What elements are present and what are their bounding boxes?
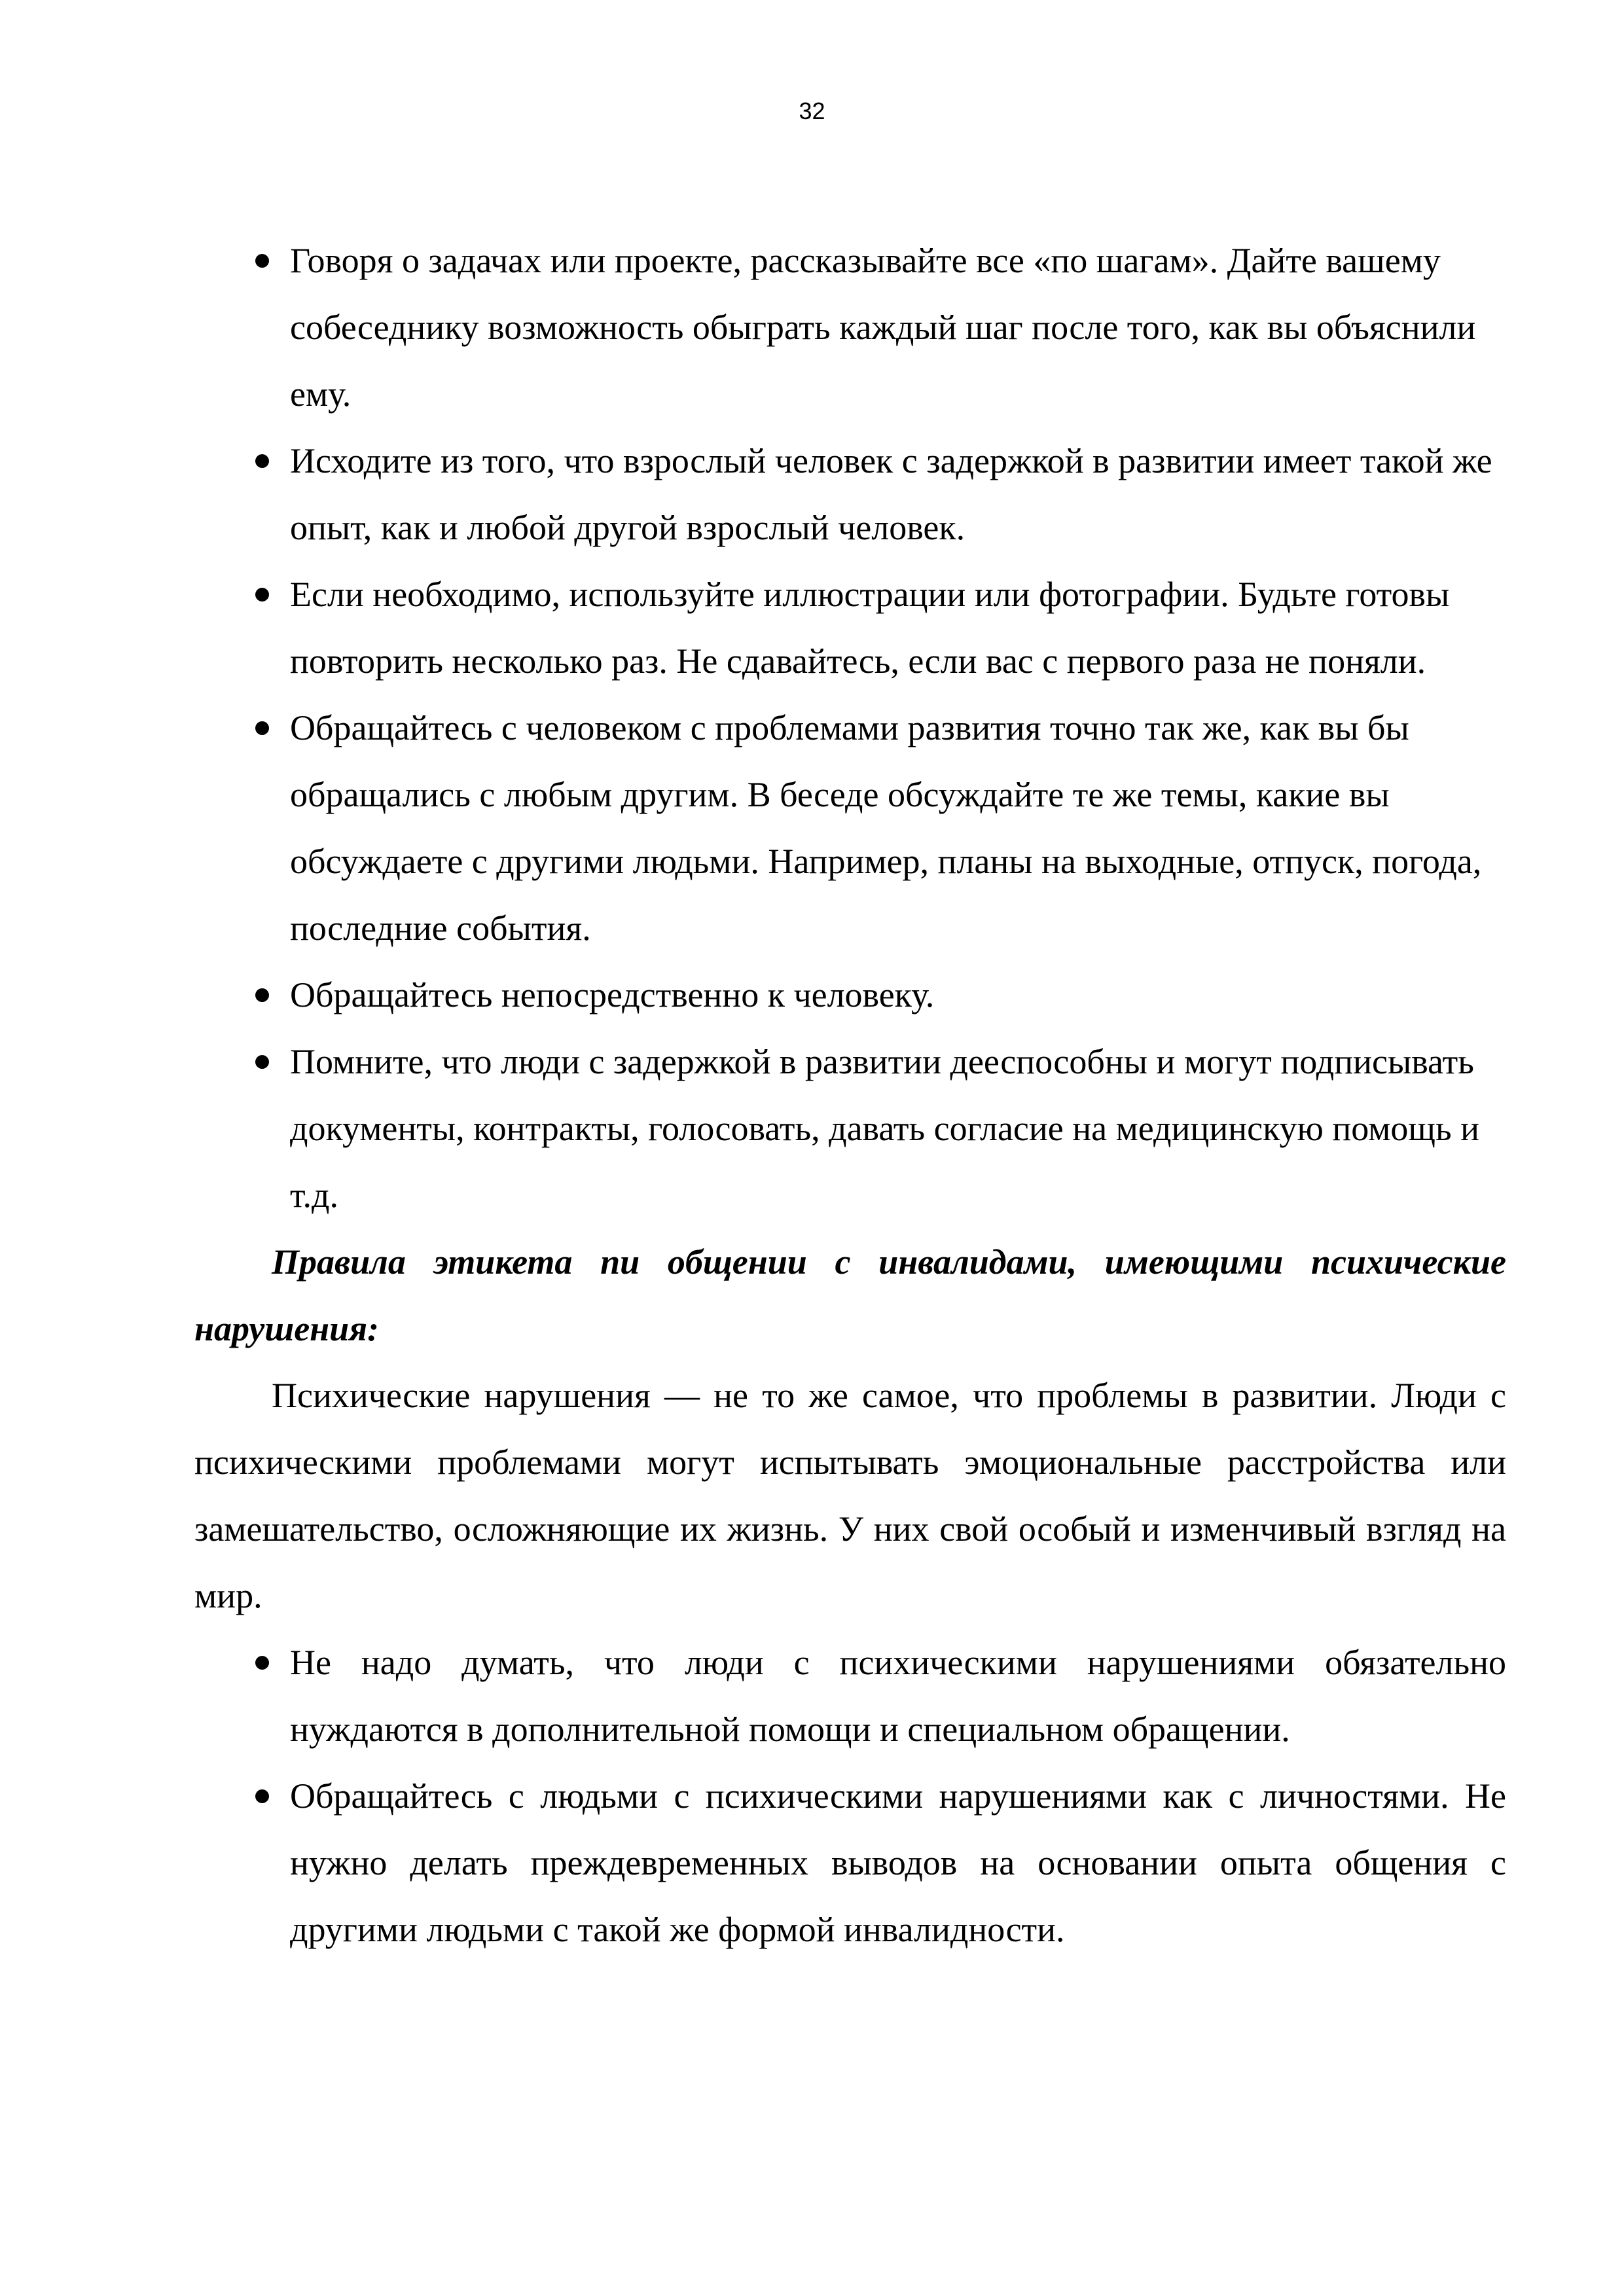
bullet-icon [255,588,269,601]
list-item-text: Помните, что люди с задержкой в развитии дееспособны и могут подписывать документы, контракты, голосовать, давать согласие на медицинскую помощь и т.д. [290,1042,1480,1215]
list-item [194,427,1506,561]
list-item [194,227,1506,427]
list-item-text: Не надо думать, что люди с психическими нарушениями обязательно нуждаются в дополнительной помощи и специальном обращении. [290,1643,1506,1749]
page-number: 32 [799,98,825,124]
bullet-icon [255,721,269,735]
list-item [194,561,1506,694]
list-item [194,1028,1506,1229]
section-paragraph: Психические нарушения — не то же самое, что проблемы в развитии. Люди с психическими проблемами могут испытывать эмоциональные расстройства или замешательство, осложняющие их жизнь. У них свой особый и изменчивый взгляд на мир. [194,1376,1506,1615]
list-item [194,694,1506,961]
list-item-text: Обращайтесь с людьми с психическими нарушениями как с личностями. Не нужно делать преждевременных выводов на основании опыта общения с другими людьми с такой же формой инвалидности. [290,1776,1506,1949]
list-item-text: Обращайтесь с человеком с проблемами развития точно так же, как вы бы обращались с любым другим. В беседе обсуждайте те же темы, какие вы обсуждаете с другими людьми. Например, планы на выходные, отпуск, погода, последние события. [290,708,1482,948]
section-heading: Правила этикета пи общении с инвалидами, имеющими психические нарушения: [194,1242,1506,1348]
list-item-text: Исходите из того, что взрослый человек с задержкой в развитии имеет такой же опыт, как и любой другой взрослый человек. [290,441,1492,547]
bullet-icon [255,1656,269,1670]
list-item-text: Если необходимо, используйте иллюстрации или фотографии. Будьте готовы повторить несколько раз. Не сдавайтесь, если вас с первого раза не поняли. [290,575,1450,681]
bullet-icon [255,988,269,1002]
list-item-text: Говоря о задачах или проекте, рассказывайте все «по шагам». Дайте вашему собеседнику возможность обыграть каждый шаг после того, как вы объяснили ему. [290,241,1476,414]
bullet-list-mental [194,1629,1506,1963]
bullet-list-developmental [194,227,1506,1229]
bullet-icon [255,254,269,268]
list-item [194,961,1506,1028]
bullet-icon [255,1055,269,1069]
bullet-icon [255,454,269,468]
list-item-text: Обращайтесь непосредственно к человеку. [290,975,935,1014]
bullet-icon [255,1789,269,1803]
list-item [194,1629,1506,1763]
list-item [194,1763,1506,1963]
document-body [194,227,1506,1963]
